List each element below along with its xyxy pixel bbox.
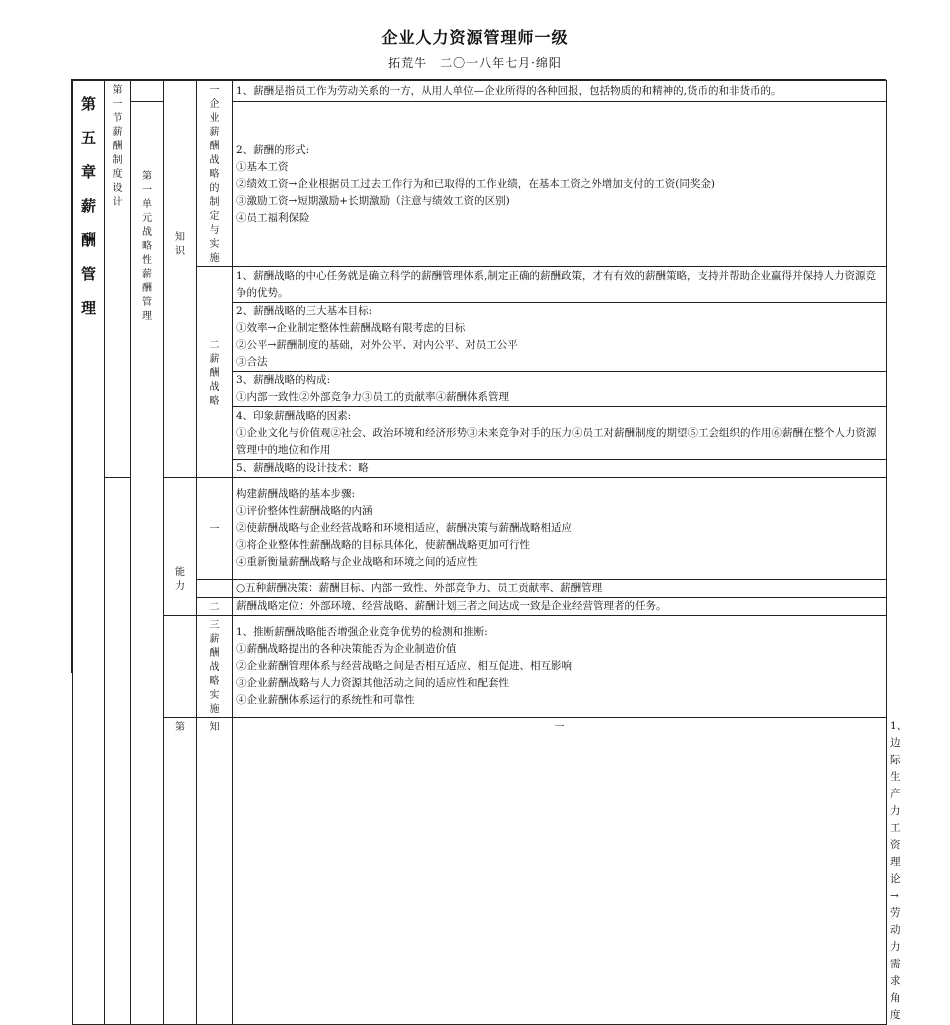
k1-item: ②绩效工资→企业根据员工过去工作行为和已取得的工作业绩，在基本工资之外增加支付的工资(同奖金) bbox=[236, 177, 715, 190]
document-title: 企业人力资源管理师一级 bbox=[381, 28, 569, 47]
footer-zhi: 知 bbox=[197, 718, 233, 1025]
a3-title: 1、推断薪酬战略能否增强企业竞争优势的检测和推断: bbox=[236, 626, 488, 638]
k2-point-4-title: 4、印象薪酬战略的因素: bbox=[236, 409, 352, 422]
a1-title: 构建薪酬战略的基本步骤: bbox=[236, 488, 356, 500]
k2-point-2-title: 2、薪酬战略的三大基本目标: bbox=[236, 305, 373, 317]
a3-checks bbox=[233, 616, 887, 718]
a1-extra-label-cell bbox=[197, 580, 233, 598]
section-blank-cell bbox=[105, 478, 131, 1025]
footer-di: 第 bbox=[164, 718, 197, 1025]
k1-point-2-title: 2、薪酬的形式: bbox=[236, 143, 310, 156]
k2-point-3 bbox=[233, 372, 887, 407]
chapter-label: 第五章薪酬管理 bbox=[73, 81, 105, 1025]
a1-steps bbox=[233, 478, 887, 580]
k1-point-2 bbox=[233, 102, 887, 267]
k1-label: 一企业薪酬战略的制定与实施 bbox=[197, 81, 233, 267]
footer-yi: 一 bbox=[233, 718, 887, 1025]
k1-item: ④员工福利保险 bbox=[236, 211, 310, 224]
ability-label: 能力 bbox=[164, 478, 197, 616]
k2-point-2 bbox=[233, 303, 887, 372]
k2-point-4-text: ①企业文化与价值观②社会、政治环境和经济形势③未来竞争对手的压力④员工对薪酬制度的期望⑤工会组织的作用⑥薪酬在整个人力资源管理中的地位和作用 bbox=[236, 426, 877, 456]
a3-item: ①薪酬战略提出的各种决策能否为企业制造价值 bbox=[236, 643, 457, 655]
outline-table-container bbox=[71, 79, 908, 1021]
a3-blank-cell bbox=[164, 616, 197, 718]
k2-point-5: 5、薪酬战略的设计技术：略 bbox=[233, 460, 887, 478]
a1-item: ①评价整体性薪酬战略的内涵 bbox=[236, 505, 373, 517]
k2-point-4 bbox=[233, 407, 887, 460]
k2-item: ②公平→薪酬制度的基础，对外公平、对内公平、对员工公平 bbox=[236, 339, 518, 351]
a3-label: 三薪酬战略实施 bbox=[197, 616, 233, 718]
unit-top-spacer bbox=[131, 81, 164, 102]
a2-text: 薪酬战略定位：外部环境、经营战略、薪酬计划三者之间达成一致是企业经营管理者的任务。 bbox=[233, 598, 887, 616]
k2-label: 二薪酬战略 bbox=[197, 267, 233, 478]
k1-item: ①基本工资 bbox=[236, 160, 289, 173]
k1-point-1: 1、薪酬是指员工作为劳动关系的一方，从用人单位—企业所得的各种回报，包括物质的和精神的,货币的和非货币的。 bbox=[233, 81, 887, 102]
a1-item: ②使薪酬战略与企业经营战略和环境相适应，薪酬决策与薪酬战略相适应 bbox=[236, 522, 572, 534]
k2-point-3-text: ①内部一致性②外部竞争力③员工的贡献率④薪酬体系管理 bbox=[236, 391, 509, 403]
a3-item: ④企业薪酬体系运行的系统性和可靠性 bbox=[236, 694, 415, 706]
k1-item: ③激励工资→短期激励+长期激励（注意与绩效工资的区别) bbox=[236, 194, 510, 207]
document-subtitle: 拓荒牛 二〇一八年七月·绵阳 bbox=[388, 56, 562, 70]
a3-item: ②企业薪酬管理体系与经营战略之间是否相互适应、相互促进、相互影响 bbox=[236, 660, 572, 672]
a2-label: 二 bbox=[197, 598, 233, 616]
a1-label: 一 bbox=[197, 478, 233, 580]
k2-point-3-title: 3、薪酬战略的构成: bbox=[236, 374, 331, 386]
unit-label: 第一单元战略性薪酬管理 bbox=[131, 102, 164, 1025]
a1-item: ③将企业整体性薪酬战略的目标具体化，使薪酬战略更加可行性 bbox=[236, 539, 530, 551]
k2-item: ①效率→企业制定整体性薪酬战略有限考虑的目标 bbox=[236, 322, 466, 334]
section-label: 第一节薪酬制度设计 bbox=[105, 81, 131, 478]
knowledge-label: 知识 bbox=[164, 81, 197, 478]
k2-point-1: 1、薪酬战略的中心任务就是确立科学的薪酬管理体系,制定正确的薪酬政策，才有有效的薪酬策略，支持并帮助企业赢得并保持人力资源竞争的优势。 bbox=[233, 267, 887, 303]
k2-item: ③合法 bbox=[236, 356, 268, 368]
outline-table: 第五章薪酬管理 第一节薪酬制度设计 知识 一企业薪酬战略的制定与实施 1、薪酬是指员工作为劳动关系的一方，从用人单位—企业所得的各种回报，包括物质的和精神的,货币的和非货币的。 第一单元战略性薪酬管理 2、薪酬的形式: ①基本工资 ②绩效工资→企业根据员工过去工作行为和已取得的工作业绩，在基本工资之外增加支付的工资(同奖金) ③激励工资→短期激励+长期激励（注意与绩效工资的区别) ④员工福利保险 二薪酬战略 1、薪酬战略的中心任务就是确立科学的薪酬管理体系,制定正确的薪酬政策，才有有效的薪酬策略，支持并帮助企业赢得并保持人力资源竞争的优势。 2、薪酬战略的三大基本目标: ①效率→企业制定整体性薪酬战略有限考虑的目标 ②公平→薪酬制度的基础，对外公平、对内公平、对员工公平 ③合法 3、薪酬战略的构成: ①内部一致性②外部竞争力③员工的贡献率④薪酬体系管理 4、印象薪酬战略的因素: ①企业文化与价值观②社会、政治环境和经济形势③未来竞争对手的压力④员工对薪酬制度的期望⑤工会组织的作用⑥薪酬在整个人力资源管理中的地位和作用 5、薪酬战略的设计技术：略 能力 一 构建薪酬战略的基本步骤: ①评价整体性薪酬战略的内涵 ②使薪酬战略与企业经营战略和环境相适应，薪酬决策与薪酬战略相适应 ③将企业整体性薪酬战略的目标具体化，使薪酬战略更加可行性 ④重新衡量薪酬战略与企业战略和环境之间的适应性 ○五种薪酬决策：薪酬目标、内部一致性、外部竞争力、员工贡献率、薪酬管理 二 薪酬战略定位：外部环境、经营战略、薪酬计划三者之间达成一致是企业经营管理者的任务。 三薪酬战略实施 1、推断薪酬战略能否增强企业竞争优势的检测和推断: ①薪酬战略提出的各种决策能否为企业制造价值 ②企业薪酬管理体系与经营战略之间是否相互适应、相互促进、相互影响 ③企业薪酬战略与人力资源其他活动之间的适应性和配套性 ④企业薪酬体系运行的系统性和可靠性 第 知 一 1、边际生产力工资理论→劳动力需求角度 bbox=[72, 80, 887, 1025]
a1-item: ④重新衡量薪酬战略与企业战略和环境之间的适应性 bbox=[236, 556, 478, 568]
a1-extra: ○五种薪酬决策：薪酬目标、内部一致性、外部竞争力、员工贡献率、薪酬管理 bbox=[233, 580, 887, 598]
a3-item: ③企业薪酬战略与人力资源其他活动之间的适应性和配套性 bbox=[236, 677, 509, 689]
